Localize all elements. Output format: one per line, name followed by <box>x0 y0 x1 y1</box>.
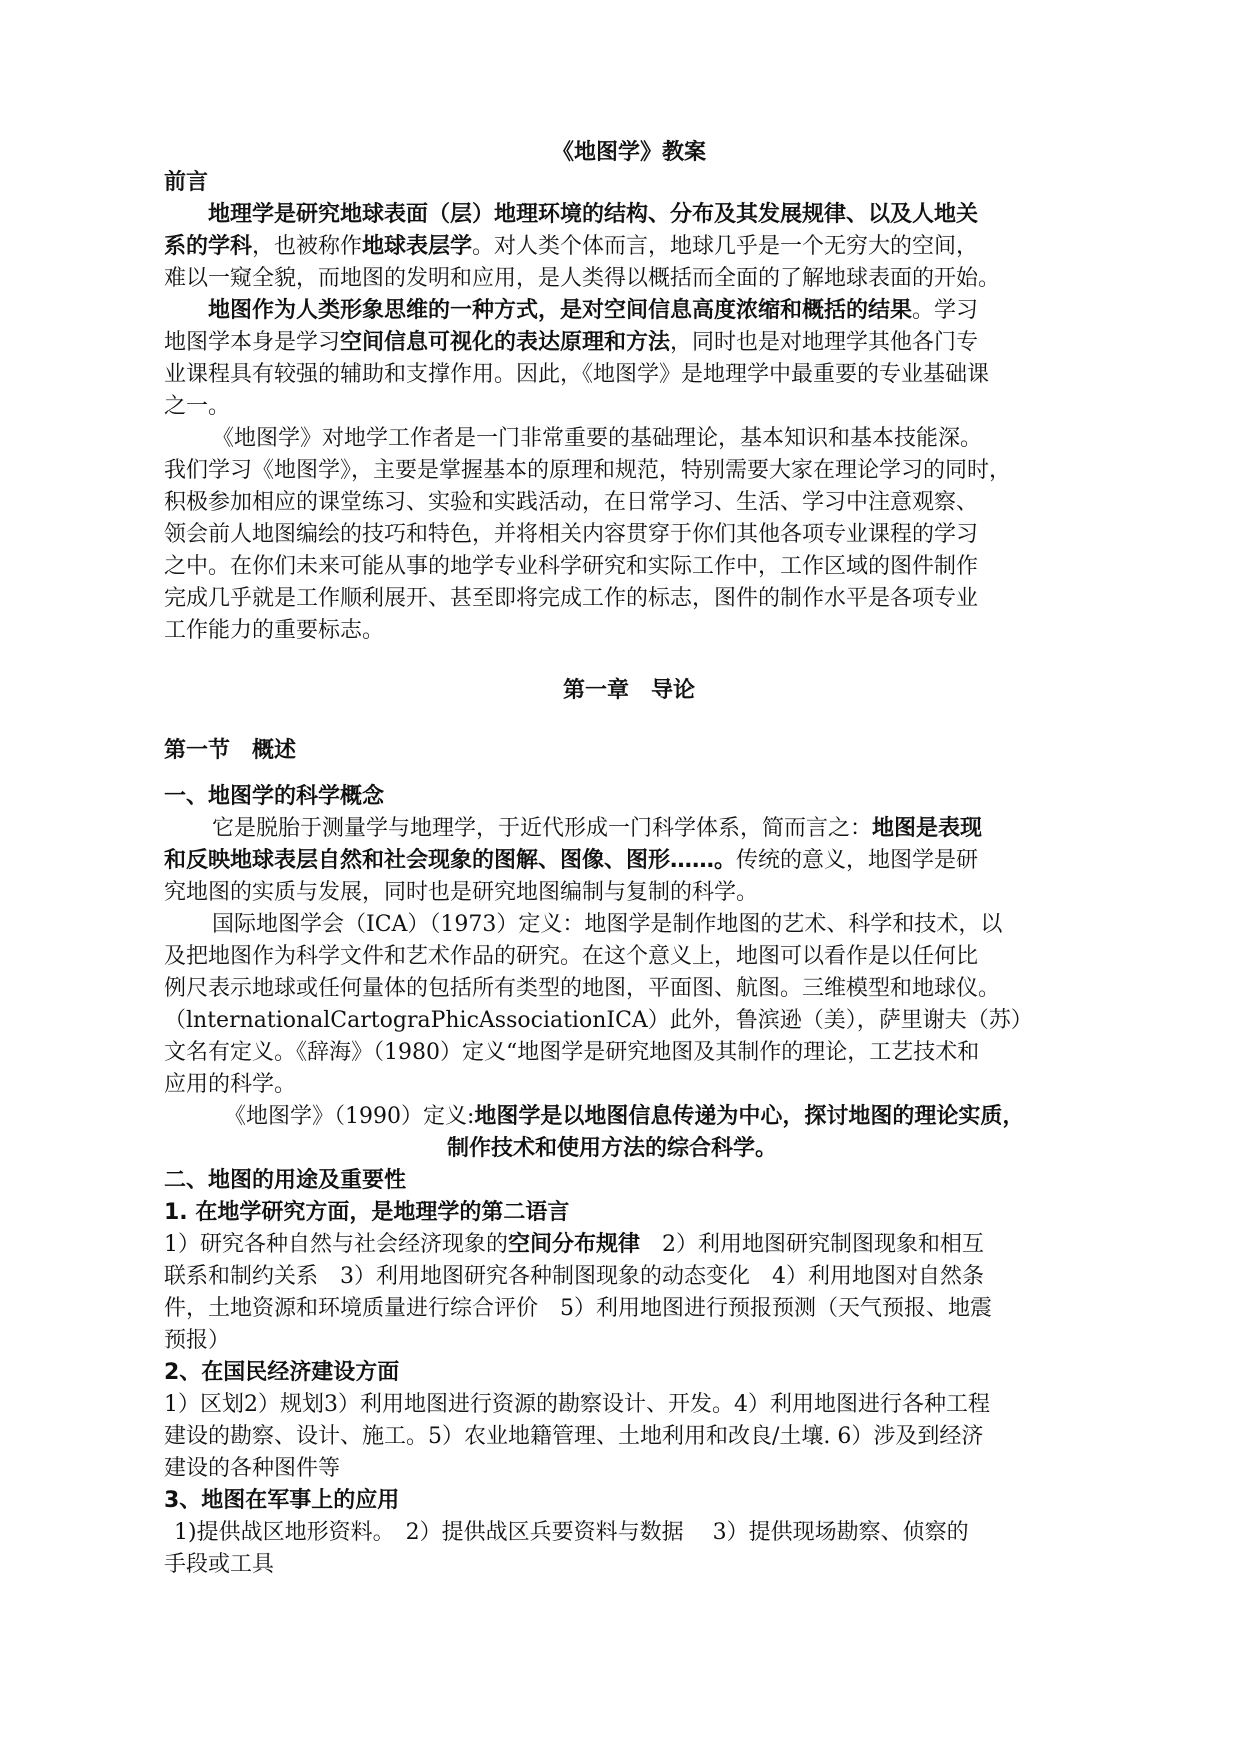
s1-p1-line3: 究地图的实质与发展，同时也是研究地图编制与复制的科学。 <box>164 880 759 905</box>
s1-p2-line1: 国际地图学会（ICA）（1973）定义：地图学是制作地图的艺术、科学和技术，以 <box>212 912 1003 937</box>
bold-text: 地图是表现 <box>872 816 983 841</box>
text: ，同时也是对地理学其他各门专 <box>670 330 979 355</box>
s2-sub2-heading: 2、在国民经济建设方面 <box>164 1360 400 1385</box>
text: 1）研究各种自然与社会经济现象的 <box>164 1232 508 1257</box>
text: ，也被称作 <box>252 234 363 259</box>
s2-sub2-line1: 1）区划2）规划3）利用地图进行资源的勘察设计、开发。4）利用地图进行各种工程 <box>164 1392 990 1417</box>
s1-heading: 一、地图学的科学概念 <box>164 784 385 809</box>
preface-p3-line4: 领会前人地图编绘的技巧和特色，并将相关内容贯穿于你们其他各项专业课程的学习 <box>164 522 979 547</box>
text: 它是脱胎于测量学与地理学，于近代形成一门科学体系，简而言之： <box>212 816 873 841</box>
s1-p2-line3: 例尺表示地球或任何量体的包括所有类型的地图，平面图、航图。三维模型和地球仪。 <box>164 976 1001 1001</box>
s2-sub1-line2: 联系和制约关系 3）利用地图研究各种制图现象的动态变化 4）利用地图对自然条 <box>164 1264 984 1289</box>
s1-p1-line2 <box>164 846 1094 876</box>
bold-text: 系的学科 <box>164 234 253 259</box>
text: 2）利用地图研究制图现象和相互 <box>640 1232 985 1257</box>
s1-p3-line2 <box>164 1134 1241 1164</box>
preface-p3-line2: 我们学习《地图学》，主要是掌握基本的原理和规范，特别需要大家在理论学习的同时， <box>164 458 1012 483</box>
document-title: 《地图学》教案 <box>551 140 706 165</box>
s1-p2-line5: 文名有定义。《辞海》（1980）定义“地图学是研究地图及其制作的理论，工艺技术和 <box>164 1040 980 1065</box>
bold-text: 和反映地球表层自然和社会现象的图解、图像、图形……。 <box>164 848 737 873</box>
s2-sub3-heading: 3、地图在军事上的应用 <box>164 1488 400 1513</box>
preface-heading: 前言 <box>164 170 209 195</box>
s1-p2-line2: 及把地图作为科学文件和艺术作品的研究。在这个意义上，地图可以看作是以任何比 <box>164 944 979 969</box>
s2-sub1-heading: 1. 在地学研究方面，是地理学的第二语言 <box>164 1200 570 1225</box>
s1-p2-line6: 应用的科学。 <box>164 1072 297 1097</box>
bold-text: 制作技术和使用方法的综合科学。 <box>447 1136 778 1161</box>
preface-p1-line3: 难以一窥全貌，而地图的发明和应用，是人类得以概括而全面的了解地球表面的开始。 <box>164 266 1001 291</box>
bold-text: 空间信息可视化的表达原理和方法 <box>340 330 671 355</box>
bold-text: 地理学是研究地球表面（层）地理环境的结构、分布及其发展规律、以及人地关 <box>208 202 979 227</box>
preface-p2-line2 <box>164 328 1094 358</box>
text: 。学习 <box>912 298 979 323</box>
s2-sub3-line1: 1)提供战区地形资料。 2）提供战区兵要资料与数据 3）提供现场勘察、侦察的 <box>174 1520 969 1545</box>
chapter-heading: 第一章 导论 <box>562 678 695 703</box>
s2-sub2-line3: 建设的各种图件等 <box>164 1456 341 1481</box>
text: 《地图学》（1990）定义: <box>224 1104 475 1129</box>
preface-p3-line6: 完成几乎就是工作顺利展开、甚至即将完成工作的标志，图件的制作水平是各项专业 <box>164 586 979 611</box>
preface-p2-line4: 之一。 <box>164 394 231 419</box>
text: 传统的意义，地图学是研 <box>736 848 979 873</box>
s1-p2-line4: （lnternationalCartograPhicAssociationICA）此外，鲁滨逊（美），萨里谢夫（苏） <box>164 1008 1033 1033</box>
s2-heading: 二、地图的用途及重要性 <box>164 1168 407 1193</box>
s2-sub1-line3: 件，土地资源和环境质量进行综合评价 5）利用地图进行预报预测（天气预报、地震 <box>164 1296 992 1321</box>
bold-text: 地图作为人类形象思维的一种方式，是对空间信息高度浓缩和概括的结果 <box>208 298 913 323</box>
preface-p1-line1 <box>164 200 1138 230</box>
s2-sub1-line1 <box>164 1230 1094 1260</box>
preface-p3-line5: 之中。在你们未来可能从事的地学专业科学研究和实际工作中，工作区域的图件制作 <box>164 554 979 579</box>
s2-sub1-line4: 预报） <box>164 1328 231 1353</box>
preface-p3-line3: 积极参加相应的课堂练习、实验和实践活动，在日常学习、生活、学习中注意观察、 <box>164 490 979 515</box>
preface-p3-line1: 《地图学》对地学工作者是一门非常重要的基础理论，基本知识和基本技能深。 <box>212 426 983 451</box>
bold-text: 地图学是以地图信息传递为中心，探讨地图的理论实质， <box>474 1104 1025 1129</box>
text: 地图学本身是学习 <box>164 330 341 355</box>
preface-p2-line1 <box>164 296 1138 326</box>
preface-p2-line3: 业课程具有较强的辅助和支撑作用。因此，《地图学》是地理学中最重要的专业基础课 <box>164 362 990 387</box>
s2-sub2-line2: 建设的勘察、设计、施工。5）农业地籍管理、土地利用和改良/土壤. 6）涉及到经济 <box>164 1424 984 1449</box>
preface-p1-line2 <box>164 232 1094 262</box>
text: 。对人类个体而言，地球几乎是一个无穷大的空间， <box>472 234 979 259</box>
preface-p3-line7: 工作能力的重要标志。 <box>164 618 385 643</box>
section-heading: 第一节 概述 <box>164 738 297 763</box>
bold-text: 地球表层学 <box>362 234 473 259</box>
s1-p1-line1 <box>164 814 1142 844</box>
s2-sub3-line2: 手段或工具 <box>164 1552 275 1577</box>
s1-p3-line1 <box>164 1102 1154 1132</box>
bold-text: 空间分布规律 <box>508 1232 641 1257</box>
